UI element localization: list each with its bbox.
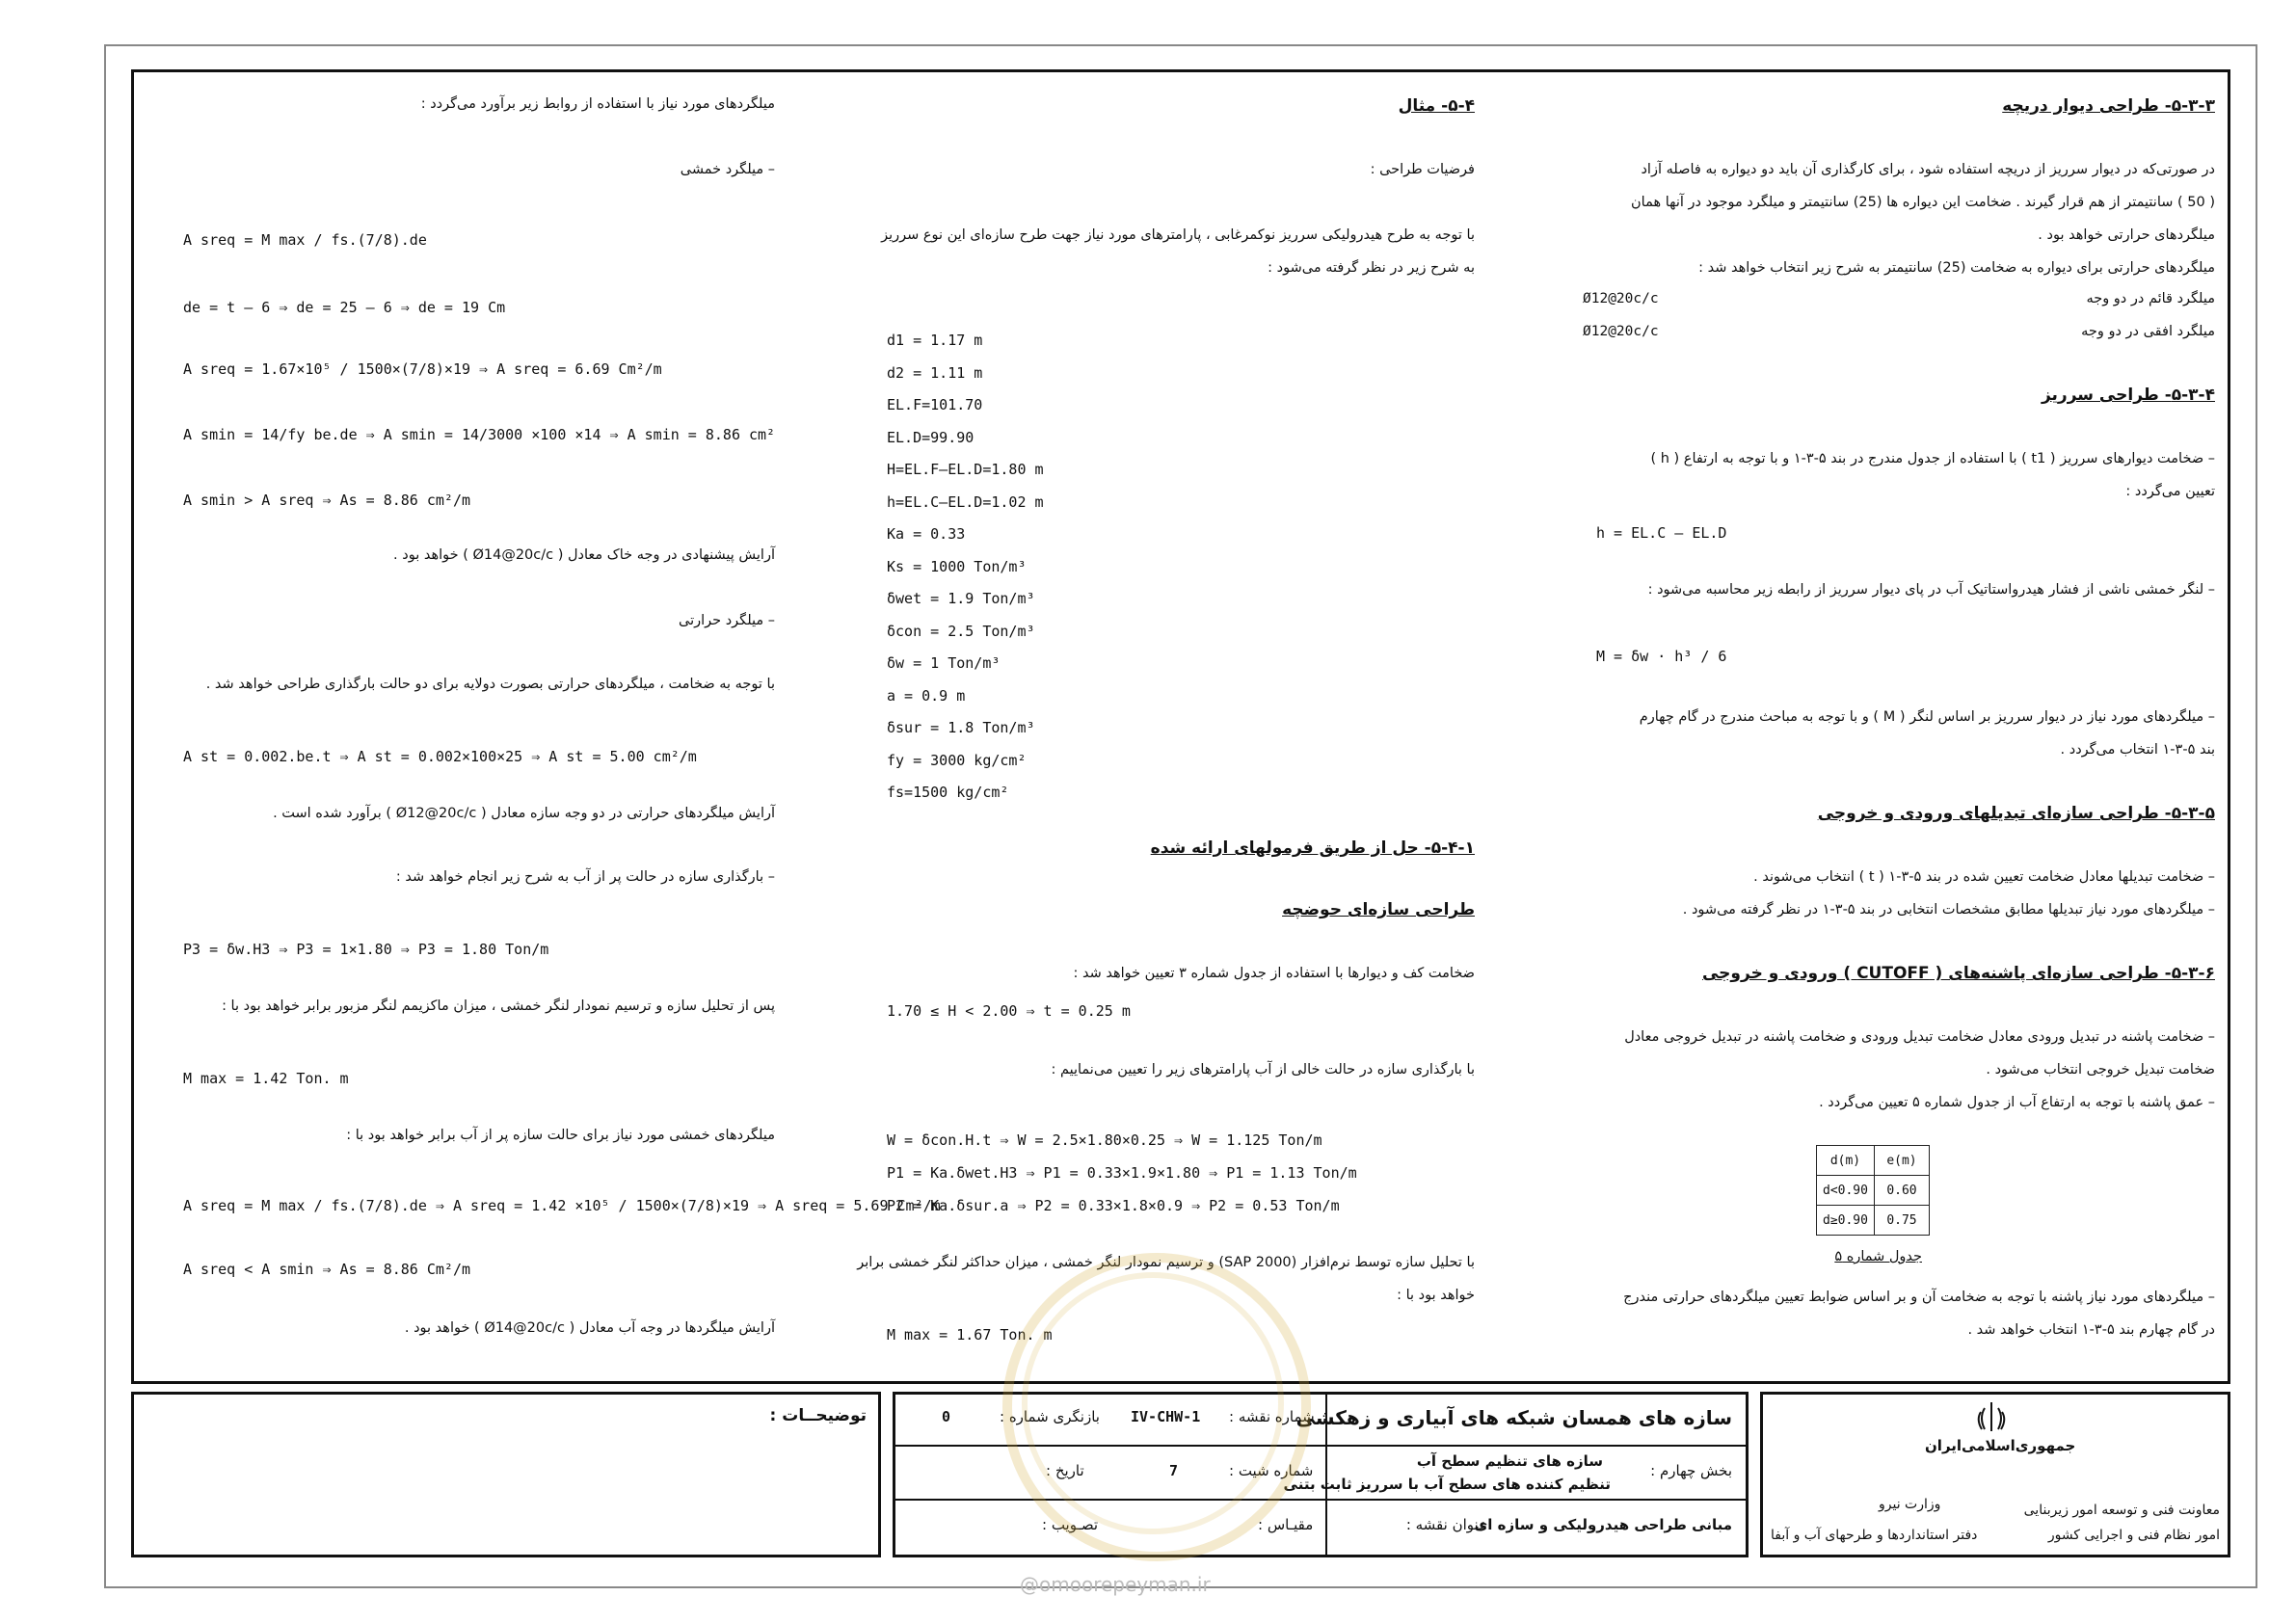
org-line-1: معاونت فنی و توسعه امور زیربنایی <box>2023 1503 2220 1518</box>
sheet-value: 7 <box>1169 1462 1179 1479</box>
formula: M max = 1.42 Ton. m <box>183 1070 349 1087</box>
text-line: – لنگر خمشی ناشی از فشار هیدرواستاتیک آب در پای دیوار سرریز از رابطه زیر محاسبه می‌شود : <box>1647 582 2215 598</box>
text-line: فرضیات طراحی : <box>1370 162 1475 177</box>
table-cell: d≥0.90 <box>1817 1206 1875 1236</box>
text-line: خواهد بود با : <box>1397 1288 1475 1303</box>
formula: A sreq = M max / fs.(7/8).de <box>183 231 427 249</box>
section-heading: ۵-۴- مثال <box>1398 96 1475 116</box>
table-row <box>1817 1176 1930 1206</box>
formula: P1 = Ka.δwet.H3 ⇒ P1 = 0.33×1.9×1.80 ⇒ P1 = 1.13 Ton/m <box>887 1164 1357 1182</box>
parameter-line: δw = 1 Ton/m³ <box>887 654 1001 672</box>
revision-label: بازنگری شماره : <box>1000 1408 1100 1425</box>
table-cell: 0.75 <box>1874 1206 1929 1236</box>
notes-box <box>131 1392 881 1557</box>
section-heading: ۵-۴-۱- حل از طریق فرمولهای ارائه شده <box>1150 838 1475 858</box>
formula: h = EL.C – EL.D <box>1596 524 1727 542</box>
drawing-no: IV-CHW-1 <box>1131 1408 1201 1425</box>
formula: A smin > A sreq ⇒ As = 8.86 cm²/m <box>183 492 471 509</box>
project-title: سازه های همسان شبکه های آبیاری و زهکشی <box>1295 1406 1732 1429</box>
part-line-2: تنظیم کننده های سطح آب با سرریز ثابت بتنی <box>1283 1476 1611 1493</box>
text-line: – بارگذاری سازه در حالت پر از آب به شرح زیر انجام خواهد شد : <box>395 869 775 885</box>
text-line: در صورتی‌که در دیوار سرریز از دریچه استفاده شود ، برای کارگذاری آن باید دو دیواره به فاصله آزاد <box>1641 162 2215 177</box>
text-line: – میلگرد حرارتی <box>679 613 775 628</box>
formula: P2 = Ka.δsur.a ⇒ P2 = 0.33×1.8×0.9 ⇒ P2 = 0.53 Ton/m <box>887 1197 1340 1214</box>
text-line: – ضخامت پاشنه در تبدیل ورودی معادل ضخامت تبدیل ورودی و ضخامت پاشنه در تبدیل خروجی معادل <box>1624 1029 2215 1045</box>
watermark-logo-inner <box>1022 1272 1284 1534</box>
table-row <box>1817 1206 1930 1236</box>
formula: Ø12@20c/c <box>1583 291 1659 306</box>
scale-label: مقیـاس : <box>1258 1516 1314 1533</box>
text-line: با توجه به طرح هیدرولیکی سرریز نوکمرغابی ، پارامترهای مورد نیاز جهت طرح سازه‌ای این نوع سرریز <box>881 227 1475 243</box>
sheet-label: شماره شیت : <box>1229 1462 1314 1479</box>
formula: A sreq = 1.67×10⁵ / 1500×(7/8)×19 ⇒ A sreq = 6.69 Cm²/m <box>183 360 662 378</box>
table-header-row <box>1817 1146 1930 1176</box>
parameter-line: d2 = 1.11 m <box>887 363 983 382</box>
drawing-title-label: عنوان نقشه : <box>1405 1516 1487 1533</box>
iran-emblem-icon <box>1975 1400 2008 1435</box>
parameter-line: fs=1500 kg/cm² <box>887 784 1009 801</box>
part-label: بخش چهارم : <box>1650 1462 1732 1479</box>
text-line: با توجه به ضخامت ، میلگردهای حرارتی بصورت دولایه برای دو حالت بارگذاری طراحی خواهد شد . <box>205 677 775 692</box>
text-line: – میلگردهای مورد نیاز تبدیلها مطابق مشخصات انتخابی در بند ۵-۳-۱ در نظر گرفته می‌شود . <box>1682 902 2215 918</box>
org-line-4: دفتر استانداردها و طرحهای آب و آبفا <box>1771 1528 1978 1543</box>
parameter-line: δwet = 1.9 Ton/m³ <box>887 590 1035 607</box>
text-line: میلگردهای حرارتی خواهد بود . <box>2038 227 2215 243</box>
parameter-line: fy = 3000 kg/cm² <box>887 751 1027 769</box>
section-heading: ۵-۳-۳- طراحی دیوار دریچه <box>2002 96 2215 116</box>
section-heading: ۵-۳-۴- طراحی سرریز <box>2041 386 2215 405</box>
text-line: – میلگرد خمشی <box>680 162 775 177</box>
parameter-line: δsur = 1.8 Ton/m³ <box>887 719 1035 736</box>
notes-label: توضیحــات : <box>769 1406 867 1425</box>
text-line: ضخامت کف و دیوارها با استفاده از جدول شماره ۳ تعیین خواهد شد : <box>1073 966 1475 981</box>
parameter-line: h=EL.C–EL.D=1.02 m <box>887 492 1044 511</box>
text-line: – عمق پاشنه با توجه به ارتفاع آب از جدول شماره ۵ تعیین می‌گردد . <box>1819 1095 2215 1110</box>
text-line: آرایش پیشنهادی در وجه خاک معادل ( Ø14@20c/c ) خواهد بود . <box>393 547 775 563</box>
parameter-line: Ks = 1000 Ton/m³ <box>887 557 1027 575</box>
organization-block <box>1760 1392 2230 1557</box>
formula: Ø12@20c/c <box>1583 324 1659 339</box>
parameter-line: H=EL.F–EL.D=1.80 m <box>887 461 1044 478</box>
text-line: – میلگردهای مورد نیاز پاشنه با توجه به ضخامت آن و بر اساس ضوابط تعیین میلگردهای حرارتی مندرج <box>1623 1290 2215 1305</box>
parameter-line: EL.D=99.90 <box>887 428 974 446</box>
parameter-line: a = 0.9 m <box>887 686 966 705</box>
text-line: – میلگردهای مورد نیاز در دیوار سرریز بر اساس لنگر ( M ) و با توجه به مباحث مندرج در گام چهارم <box>1639 709 2215 725</box>
text-line: – ضخامت تبدیلها معادل ضخامت تعیین شده در بند ۵-۳-۱ ( t ) انتخاب می‌شوند . <box>1753 869 2215 885</box>
table-cell: 0.60 <box>1874 1176 1929 1206</box>
watermark-site: @omoorepeyman.ir <box>1020 1573 1211 1596</box>
text-line: با تحلیل سازه توسط نرم‌افزار (SAP 2000) و ترسیم نمودار لنگر خمشی ، میزان حداکثر لنگر خمشی برابر <box>857 1255 1475 1270</box>
text-line: میلگرد قائم در دو وجه <box>2086 291 2215 306</box>
table-header: d(m) <box>1817 1146 1875 1176</box>
revision-value: 0 <box>942 1408 951 1425</box>
formula: A smin = 14/fy be.de ⇒ A smin = 14/3000 ×100 ×14 ⇒ A smin = 8.86 cm² <box>183 426 776 443</box>
text-line: ضخامت تبدیل خروجی انتخاب می‌شود . <box>1986 1062 2215 1078</box>
formula: A sreq < A smin ⇒ As = 8.86 Cm²/m <box>183 1261 471 1278</box>
text-line: میلگردهای خمشی مورد نیاز برای حالت سازه پر از آب برابر خواهد بود با : <box>346 1128 775 1143</box>
parameter-line: δcon = 2.5 Ton/m³ <box>887 622 1035 640</box>
approval-label: تصـویب : <box>1042 1516 1099 1533</box>
parameter-line: d1 = 1.17 m <box>887 332 983 349</box>
section-heading: ۵-۳-۶- طراحی سازه‌ای پاشنه‌های ( CUTOFF ) ورودی و خروجی <box>1701 964 2215 983</box>
table-header: e(m) <box>1874 1146 1929 1176</box>
table-caption: جدول شماره ۵ <box>1834 1249 1922 1264</box>
text-line: میلگرد افقی در دو وجه <box>2081 324 2215 339</box>
formula: M = δw · h³ / 6 <box>1596 648 1727 665</box>
republic-label: جمهوری‌اسلامی‌ایران <box>1925 1437 2076 1454</box>
part-line-1: سازه های تنظیم سطح آب <box>1416 1452 1603 1470</box>
formula: P3 = δw.H3 ⇒ P3 = 1×1.80 ⇒ P3 = 1.80 Ton/m <box>183 941 549 958</box>
text-line: تعیین می‌گردد : <box>2125 484 2215 499</box>
depth-table <box>1816 1145 1930 1236</box>
text-line: میلگردهای مورد نیاز با استفاده از روابط زیر برآورد می‌گردد : <box>420 96 775 112</box>
org-line-3: وزارت نیرو <box>1879 1497 1941 1512</box>
formula: M max = 1.67 Ton. m <box>887 1326 1053 1344</box>
drawing-no-label: شماره نقشه : <box>1229 1408 1315 1425</box>
text-line: آرایش میلگردهای حرارتی در دو وجه سازه معادل ( Ø12@20c/c ) برآورد شده است . <box>273 806 775 821</box>
date-label: تاریخ : <box>1046 1462 1084 1479</box>
text-line: میلگردهای حرارتی برای دیواره به ضخامت (25) سانتیمتر به شرح زیر انتخاب خواهد شد : <box>1698 260 2215 276</box>
formula: A st = 0.002.be.t ⇒ A st = 0.002×100×25 ⇒ A st = 5.00 cm²/m <box>183 748 697 765</box>
formula: de = t – 6 ⇒ de = 25 – 6 ⇒ de = 19 Cm <box>183 299 506 316</box>
parameter-line: EL.F=101.70 <box>887 396 983 413</box>
formula: 1.70 ≤ H < 2.00 ⇒ t = 0.25 m <box>887 1002 1131 1020</box>
table-cell: d<0.90 <box>1817 1176 1875 1206</box>
formula: A sreq = M max / fs.(7/8).de ⇒ A sreq = 1.42 ×10⁵ / 1500×(7/8)×19 ⇒ A sreq = 5.69 Cm²/m <box>183 1197 941 1214</box>
formula: W = δcon.H.t ⇒ W = 2.5×1.80×0.25 ⇒ W = 1.125 Ton/m <box>887 1131 1322 1149</box>
org-line-2: امور نظام فنی و اجرایی کشور <box>2047 1528 2220 1543</box>
text-line: – ضخامت دیوارهای سرریز ( t1 ) با استفاده از جدول مندرج در بند ۵-۳-۱ و با توجه به ارتفاع ( h ) <box>1650 451 2215 466</box>
text-line: با بارگذاری سازه در حالت خالی از آب پارامترهای زیر را تعیین می‌نماییم : <box>1051 1062 1475 1078</box>
section-heading: طراحی سازه‌ای حوضچه <box>1282 900 1475 919</box>
text-line: به شرح زیر در نظر گرفته می‌شود : <box>1268 260 1475 276</box>
text-line: بند ۵-۳-۱ انتخاب می‌گردد . <box>2060 742 2215 758</box>
text-line: ( 50 ) سانتیمتر از هم قرار گیرند . ضخامت این دیواره ها (25) سانتیمتر و میلگرد موجود در آنها همان <box>1631 195 2215 210</box>
text-line: در گام چهارم بند ۵-۳-۱ انتخاب خواهد شد . <box>1967 1322 2215 1338</box>
text-line: آرایش میلگردها در وجه آب معادل ( Ø14@20c/c ) خواهد بود . <box>404 1320 775 1336</box>
parameter-line: Ka = 0.33 <box>887 525 966 543</box>
text-line: پس از تحلیل سازه و ترسیم نمودار لنگر خمشی ، میزان ماکزیمم لنگر مزبور برابر خواهد بود با : <box>222 998 775 1014</box>
drawing-title: مبانی طراحی هیدرولیکی و سازه ای <box>1474 1516 1732 1533</box>
section-heading: ۵-۳-۵- طراحی سازه‌ای تبدیلهای ورودی و خروجی <box>1817 804 2215 823</box>
